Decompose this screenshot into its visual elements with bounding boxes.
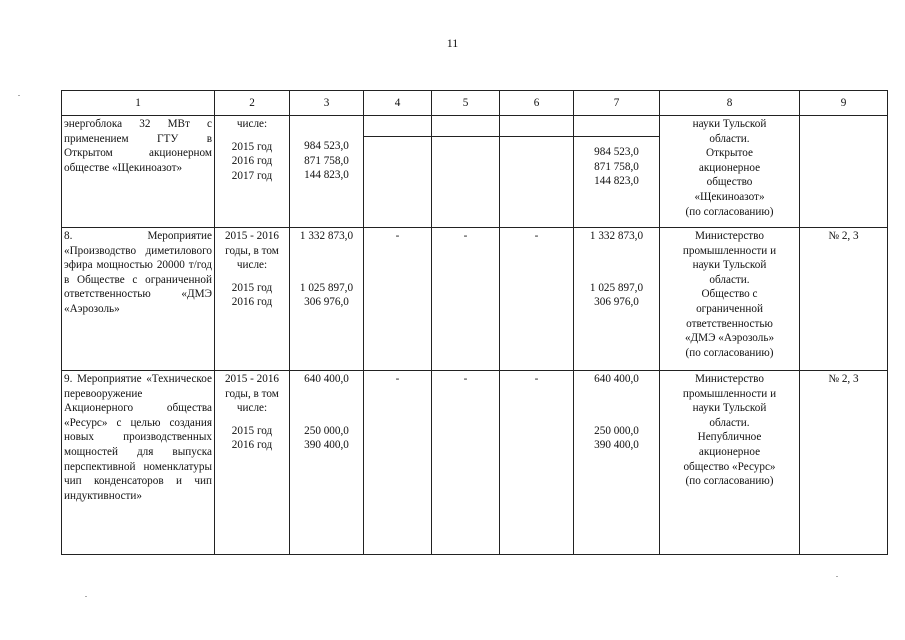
period-head: 2015 - 2016 годы, в том числе: — [224, 373, 280, 415]
total-cell — [290, 371, 364, 555]
executor-cell: науки Тульской области. Открытое акционерное общество «Щекиноазот» (по согласованию) — [660, 116, 800, 228]
col-header-8: 8 — [660, 91, 800, 116]
col-header-6: 6 — [500, 91, 574, 116]
extra-2015: 1 025 897,0 — [589, 281, 644, 294]
year-2016: 2016 год — [231, 296, 273, 309]
extra-2016: 306 976,0 — [594, 296, 639, 309]
value-2015: 1 025 897,0 — [299, 281, 354, 294]
period-head: числе: — [236, 118, 268, 130]
extrabudget-cell — [574, 228, 660, 371]
extra-total: 1 332 873,0 — [589, 230, 644, 242]
regional-cell — [432, 116, 500, 228]
extrabudget-cell — [574, 116, 660, 228]
value-2016: 390 400,0 — [304, 439, 349, 452]
period-cell — [215, 228, 290, 371]
municipal-cell: - — [500, 228, 574, 371]
federal-cell: - — [364, 371, 432, 555]
extra-2016: 871 758,0 — [594, 160, 639, 173]
page-number: 11 — [446, 36, 459, 50]
extra-2017: 144 823,0 — [594, 175, 639, 188]
value-2016: 306 976,0 — [304, 296, 349, 309]
col-header-5: 5 — [432, 91, 500, 116]
table-row — [62, 371, 888, 555]
regional-cell: - — [432, 228, 500, 371]
col-header-9: 9 — [800, 91, 888, 116]
col-header-7: 7 — [574, 91, 660, 116]
total-value: 1 332 873,0 — [299, 230, 354, 242]
col-header-4: 4 — [364, 91, 432, 116]
extra-2015: 250 000,0 — [594, 424, 639, 437]
year-2015: 2015 год — [231, 140, 273, 153]
total-cell — [290, 116, 364, 228]
period-cell — [215, 371, 290, 555]
year-2017: 2017 год — [231, 169, 273, 182]
municipal-cell — [500, 116, 574, 228]
measure-name: 9. Мероприятие «Техническое перевооружение Акционерного общества «Ресурс» с целью создания новых производственных мощностей для выпуска перспективной номенклатуры чип конденсаторов и чип индуктивности» — [62, 371, 215, 555]
value-2017: 144 823,0 — [304, 169, 349, 182]
total-value: 640 400,0 — [304, 373, 349, 385]
year-2015: 2015 год — [231, 424, 273, 437]
table-row — [62, 116, 888, 228]
col-header-1: 1 — [62, 91, 215, 116]
scan-speck — [85, 596, 87, 597]
indicator-cell — [800, 116, 888, 228]
program-table — [61, 90, 888, 555]
header-row — [62, 91, 888, 116]
municipal-cell: - — [500, 371, 574, 555]
extra-total: 640 400,0 — [594, 373, 639, 385]
extra-2016: 390 400,0 — [594, 439, 639, 452]
federal-cell — [364, 116, 432, 228]
indicator-cell: № 2, 3 — [800, 371, 888, 555]
measure-name: 8. Мероприятие «Производство диметилового эфира мощностью 20000 т/год в Обществе с ограниченной ответственностью «ДМЭ «Аэрозоль» — [62, 228, 215, 371]
executor-cell: Министерство промышленности и науки Тульской области. Общество с ограниченной ответственностью «ДМЭ «Аэрозоль» (по согласованию) — [660, 228, 800, 371]
scan-speck — [836, 576, 838, 577]
col-header-3: 3 — [290, 91, 364, 116]
extra-2015: 984 523,0 — [594, 146, 639, 158]
executor-cell: Министерство промышленности и науки Тульской области. Непубличное акционерное общество «Ресурс» (по согласованию) — [660, 371, 800, 555]
table-row — [62, 228, 888, 371]
total-cell — [290, 228, 364, 371]
col-header-2: 2 — [215, 91, 290, 116]
value-2015: 984 523,0 — [304, 140, 349, 152]
federal-cell: - — [364, 228, 432, 371]
scan-speck — [18, 95, 20, 96]
period-cell — [215, 116, 290, 228]
period-head: 2015 - 2016 годы, в том числе: — [224, 230, 280, 272]
indicator-cell: № 2, 3 — [800, 228, 888, 371]
year-2015: 2015 год — [231, 281, 273, 294]
year-2016: 2016 год — [231, 155, 273, 168]
regional-cell: - — [432, 371, 500, 555]
measure-name: энергоблока 32 МВт с применением ГТУ в Открытом акционерном обществе «Щекиноазот» — [62, 116, 215, 228]
value-2016: 871 758,0 — [304, 154, 349, 167]
value-2015: 250 000,0 — [304, 424, 349, 437]
extrabudget-cell — [574, 371, 660, 555]
year-2016: 2016 год — [231, 439, 273, 452]
